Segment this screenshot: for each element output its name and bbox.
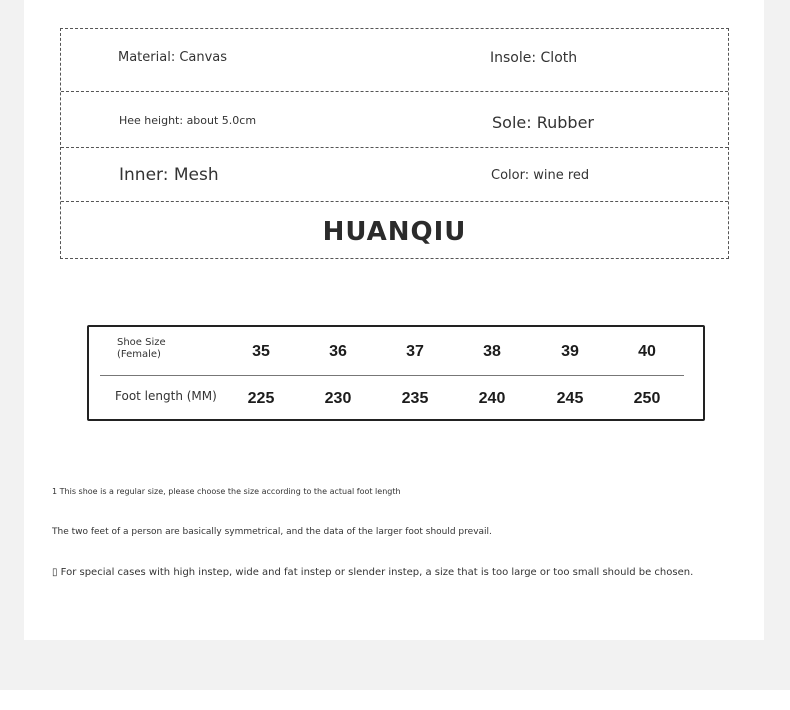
size-header-label: Shoe Size: [117, 337, 166, 348]
length-cell: 225: [247, 390, 275, 407]
brand-logo: HUANQIU: [322, 217, 467, 247]
size-cell: 37: [406, 343, 424, 360]
size-note-2: The two feet of a person are basically symmetrical, and the data of the larger foot should prevail.: [52, 527, 492, 537]
spec-inner: Inner: Mesh: [119, 165, 219, 185]
size-cell: 40: [638, 343, 656, 360]
spec-heel-height: Hee height: about 5.0cm: [119, 114, 257, 127]
spec-color: Color: wine red: [491, 168, 590, 183]
spec-box: [60, 28, 729, 259]
spec-sole: Sole: Rubber: [492, 113, 594, 132]
size-cell: 39: [561, 343, 579, 360]
length-cell: 235: [401, 390, 429, 407]
spec-material: Material: Canvas: [118, 50, 228, 65]
length-cell: 230: [324, 390, 352, 407]
size-table-divider: [100, 375, 684, 376]
size-note-1: 1 This shoe is a regular size, please choose the size according to the actual foot length: [52, 487, 401, 496]
size-table: [87, 325, 705, 421]
size-cell: 35: [252, 343, 270, 360]
length-cell: 245: [556, 390, 584, 407]
size-header-sublabel: (Female): [117, 349, 161, 360]
size-note-3: ▯ For special cases with high instep, wide and fat instep or slender instep, a size that is too large or too small should be chosen.: [52, 567, 694, 578]
spec-divider: [61, 201, 728, 202]
size-cell: 38: [483, 343, 501, 360]
size-cell: 36: [329, 343, 347, 360]
foot-length-label: Foot length (MM): [115, 389, 217, 403]
length-cell: 250: [633, 390, 661, 407]
spec-divider: [61, 147, 728, 148]
spec-insole: Insole: Cloth: [490, 50, 578, 66]
spec-divider: [61, 91, 728, 92]
length-cell: 240: [478, 390, 506, 407]
bottom-strip: [0, 690, 790, 710]
